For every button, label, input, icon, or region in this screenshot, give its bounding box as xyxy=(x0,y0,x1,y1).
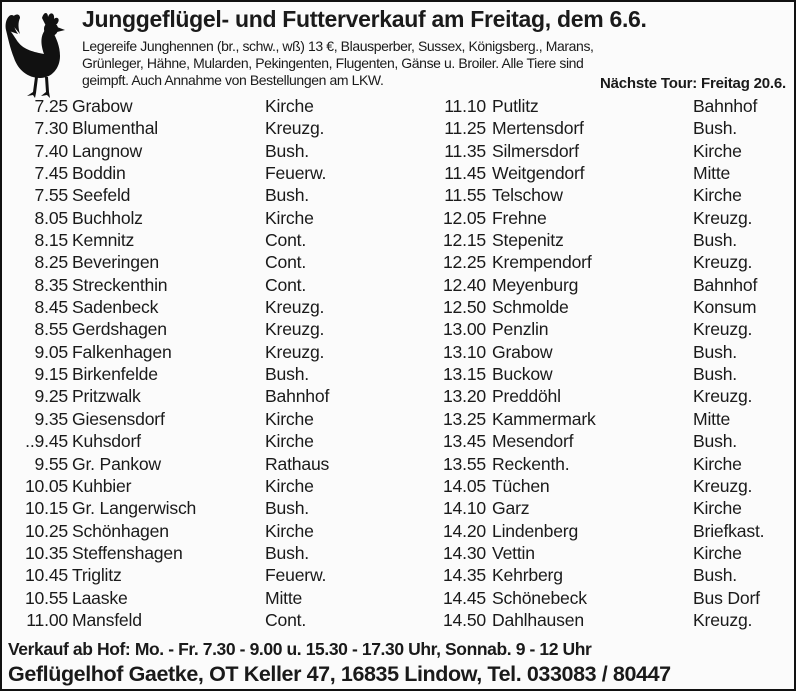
stop-time: 8.25 xyxy=(34,252,68,273)
stop-location: Bush. xyxy=(693,341,737,362)
stop-location: Mitte xyxy=(693,163,731,184)
stop-time: 9.15 xyxy=(34,364,68,385)
stop-location: Cont. xyxy=(265,609,307,630)
stop-location: Kreuzg. xyxy=(693,207,753,228)
stop-time: 12.25 xyxy=(442,252,486,273)
schedule-row xyxy=(426,409,796,431)
schedule-row xyxy=(8,230,348,252)
schedule-row xyxy=(8,431,348,453)
stop-place: Buckow xyxy=(492,364,553,385)
stop-time: 9.05 xyxy=(34,341,68,362)
stop-location: Bush. xyxy=(693,431,737,452)
schedule-row xyxy=(426,208,796,230)
stop-place: Kammermark xyxy=(492,408,596,429)
stop-time: 14.20 xyxy=(442,520,486,541)
stop-time: 11.35 xyxy=(444,140,486,161)
stop-location: Kreuzg. xyxy=(693,319,753,340)
schedule-row xyxy=(426,297,796,319)
schedule-row xyxy=(8,543,348,565)
stop-place: Vettin xyxy=(492,542,535,563)
stop-place: Boddin xyxy=(72,163,126,184)
stop-time: 14.45 xyxy=(442,587,486,608)
stop-time: 10.05 xyxy=(24,475,68,496)
stop-time: 8.15 xyxy=(34,230,68,251)
schedule-row xyxy=(8,185,348,207)
stop-location: Bahnhof xyxy=(693,96,758,116)
stop-place: Falkenhagen xyxy=(72,341,172,362)
stop-place: Preddöhl xyxy=(492,386,561,407)
stop-location: Cont. xyxy=(265,252,307,273)
stop-time: 8.45 xyxy=(34,297,68,318)
stop-location: Kreuzg. xyxy=(265,297,325,318)
schedule-row xyxy=(8,208,348,230)
stop-place: Laaske xyxy=(72,587,128,608)
stop-location: Bush. xyxy=(265,364,309,385)
intro-line: geimpft. Auch Annahme von Bestellungen am LKW. xyxy=(82,72,384,88)
stop-place: Kemnitz xyxy=(72,230,135,251)
stop-location: Feuerw. xyxy=(265,565,327,586)
schedule-row xyxy=(426,610,796,632)
schedule-row xyxy=(426,185,796,207)
schedule-row xyxy=(426,141,796,163)
schedule-row xyxy=(8,454,348,476)
stop-location: Bush. xyxy=(265,185,309,206)
stop-place: Seefeld xyxy=(72,185,131,206)
schedule-row xyxy=(426,252,796,274)
stop-place: Garz xyxy=(492,498,530,519)
stop-location: Bush. xyxy=(693,118,737,139)
stop-location: Kirche xyxy=(265,475,314,496)
stop-place: Frehne xyxy=(492,207,547,228)
schedule-row xyxy=(8,118,348,140)
schedule-row xyxy=(8,163,348,185)
schedule-row xyxy=(426,476,796,498)
stop-time: 13.10 xyxy=(442,341,486,362)
stop-time: 13.20 xyxy=(442,386,486,407)
stop-place: Buchholz xyxy=(72,207,143,228)
schedule-row xyxy=(8,565,348,587)
stop-place: Triglitz xyxy=(72,565,122,586)
stop-place: Stepenitz xyxy=(492,230,564,251)
stop-location: Kirche xyxy=(265,96,314,116)
stop-location: Bush. xyxy=(693,230,737,251)
schedule-row xyxy=(8,521,348,543)
stop-place: Schönebeck xyxy=(492,587,587,608)
stop-location: Kreuzg. xyxy=(265,319,325,340)
stop-time: 10.45 xyxy=(24,565,68,586)
stop-time: 12.40 xyxy=(442,274,486,295)
stop-place: Lindenberg xyxy=(492,520,579,541)
stop-time: 10.25 xyxy=(24,520,68,541)
schedule-row xyxy=(426,498,796,520)
stop-place: Sadenbeck xyxy=(72,297,159,318)
schedule-row xyxy=(8,409,348,431)
schedule-row xyxy=(8,297,348,319)
stop-location: Kirche xyxy=(265,431,314,452)
schedule-row xyxy=(426,454,796,476)
schedule-row xyxy=(426,588,796,610)
stop-place: Pritzwalk xyxy=(72,386,141,407)
intro-line: Legereife Junghennen (br., schw., wß) 13 €, Blausperber, Sussex, Königsberg., Marans, xyxy=(82,38,594,54)
stop-place: Langnow xyxy=(72,140,143,161)
schedule-row xyxy=(8,610,348,632)
stop-location: Konsum xyxy=(693,297,757,318)
stop-place: Silmersdorf xyxy=(492,140,579,161)
stop-time: 11.00 xyxy=(26,609,68,630)
stop-time: 8.35 xyxy=(34,274,68,295)
schedule-row xyxy=(8,476,348,498)
stop-time: 12.05 xyxy=(442,207,486,228)
stop-location: Kreuzg. xyxy=(693,252,753,273)
stop-location: Rathaus xyxy=(265,453,330,474)
stop-time: 12.50 xyxy=(442,297,486,318)
schedule-row xyxy=(426,565,796,587)
stop-place: Schmolde xyxy=(492,297,569,318)
stop-place: Mesendorf xyxy=(492,431,574,452)
stop-place: Krempendorf xyxy=(492,252,592,273)
schedule-row xyxy=(426,163,796,185)
stop-time: 13.15 xyxy=(442,364,486,385)
stop-place: Tüchen xyxy=(492,475,550,496)
stop-location: Cont. xyxy=(265,230,307,251)
stop-time: 9.25 xyxy=(34,386,68,407)
contact-line: Geflügelhof Gaetke, OT Keller 47, 16835 Lindow, Tel. 033083 / 80447 xyxy=(8,662,671,686)
farm-sale-hours: Verkauf ab Hof: Mo. - Fr. 7.30 - 9.00 u. 15.30 - 17.30 Uhr, Sonnab. 9 - 12 Uhr xyxy=(8,639,592,659)
stop-place: Mertensdorf xyxy=(492,118,584,139)
stop-place: Steffenshagen xyxy=(72,542,183,563)
stop-time: 13.45 xyxy=(442,431,486,452)
stop-place: Mansfeld xyxy=(72,609,142,630)
stop-location: Kirche xyxy=(265,408,314,429)
stop-time: 13.55 xyxy=(442,453,486,474)
stop-location: Mitte xyxy=(693,408,731,429)
stop-location: Bus Dorf xyxy=(693,587,760,608)
stop-location: Feuerw. xyxy=(265,163,327,184)
stop-location: Kreuzg. xyxy=(693,609,753,630)
schedule-row xyxy=(426,431,796,453)
schedule-row xyxy=(8,386,348,408)
schedule-row xyxy=(426,364,796,386)
schedule-row xyxy=(426,342,796,364)
stop-place: Blumenthal xyxy=(72,118,159,139)
stop-location: Bush. xyxy=(693,565,737,586)
stop-location: Kreuzg. xyxy=(693,475,753,496)
rooster-icon xyxy=(4,8,74,98)
schedule-row xyxy=(8,498,348,520)
stop-time: 11.25 xyxy=(444,118,486,139)
stop-place: Beveringen xyxy=(72,252,160,273)
stop-time: 9.35 xyxy=(34,408,68,429)
next-tour: Nächste Tour: Freitag 20.6. xyxy=(599,75,786,92)
stop-place: Kuhbier xyxy=(72,475,132,496)
schedule-row xyxy=(426,96,796,118)
intro-line: Grünleger, Hähne, Mularden, Pekingenten, Flugenten, Gänse u. Broiler. Alle Tiere sind xyxy=(82,55,584,71)
schedule-row xyxy=(8,319,348,341)
stop-time: 7.45 xyxy=(34,163,68,184)
stop-location: Cont. xyxy=(265,274,307,295)
stop-time: 14.50 xyxy=(442,609,486,630)
stop-time: 14.30 xyxy=(442,542,486,563)
stop-place: Gr. Pankow xyxy=(72,453,161,474)
stop-location: Kirche xyxy=(265,207,314,228)
stop-location: Kirche xyxy=(693,498,742,519)
schedule-row xyxy=(426,275,796,297)
schedule-row xyxy=(426,118,796,140)
stop-time: 13.00 xyxy=(442,319,486,340)
schedule-row xyxy=(426,521,796,543)
schedule-right-column xyxy=(426,96,796,632)
stop-time: 7.40 xyxy=(34,140,68,161)
schedule-row xyxy=(426,386,796,408)
stop-location: Kirche xyxy=(693,185,742,206)
schedule-row xyxy=(8,275,348,297)
stop-location: Kirche xyxy=(693,542,742,563)
stop-place: Meyenburg xyxy=(492,274,579,295)
schedule-row xyxy=(8,141,348,163)
stop-location: Bahnhof xyxy=(265,386,330,407)
stop-location: Bush. xyxy=(265,498,309,519)
ad-title: Junggeflügel- und Futterverkauf am Freitag, dem 6.6. xyxy=(82,6,647,32)
stop-place: Kuhsdorf xyxy=(72,431,141,452)
stop-place: Gr. Langerwisch xyxy=(72,498,197,519)
stop-location: Bush. xyxy=(265,140,309,161)
schedule-row xyxy=(8,96,348,118)
stop-time: 9.55 xyxy=(34,453,68,474)
stop-place: Telschow xyxy=(492,185,563,206)
schedule-row xyxy=(426,543,796,565)
stop-place: Putlitz xyxy=(492,96,539,116)
stop-place: Birkenfelde xyxy=(72,364,158,385)
stop-location: Kirche xyxy=(693,453,742,474)
stop-time: 11.45 xyxy=(444,163,486,184)
stop-place: Grabow xyxy=(72,96,133,116)
schedule-left-column xyxy=(8,96,348,632)
schedule-row xyxy=(426,319,796,341)
schedule-row xyxy=(8,252,348,274)
stop-place: Reckenth. xyxy=(492,453,570,474)
stop-place: Gerdshagen xyxy=(72,319,167,340)
schedule-row xyxy=(8,342,348,364)
stop-location: Kirche xyxy=(693,140,742,161)
stop-place: Weitgendorf xyxy=(492,163,585,184)
stop-location: Briefkast. xyxy=(693,520,765,541)
stop-time: 8.55 xyxy=(34,319,68,340)
stop-location: Bush. xyxy=(265,542,309,563)
stop-place: Penzlin xyxy=(492,319,549,340)
stop-location: Mitte xyxy=(265,587,303,608)
stop-time: 14.05 xyxy=(442,475,486,496)
schedule-row xyxy=(8,588,348,610)
stop-place: Dahlhausen xyxy=(492,609,584,630)
stop-time: 10.35 xyxy=(24,542,68,563)
stop-location: Kreuzg. xyxy=(265,341,325,362)
stop-place: Kehrberg xyxy=(492,565,563,586)
stop-time: 14.35 xyxy=(442,565,486,586)
stop-time: 7.30 xyxy=(34,118,68,139)
stop-time: 10.15 xyxy=(24,498,68,519)
schedule-row xyxy=(8,364,348,386)
stop-place: Schönhagen xyxy=(72,520,169,541)
stop-place: Streckenthin xyxy=(72,274,168,295)
stop-location: Kirche xyxy=(265,520,314,541)
stop-time: 14.10 xyxy=(442,498,486,519)
stop-place: Giesensdorf xyxy=(72,408,165,429)
stop-time: 8.05 xyxy=(34,207,68,228)
stop-location: Bush. xyxy=(693,364,737,385)
stop-time: 12.15 xyxy=(442,230,486,251)
stop-time: 11.55 xyxy=(444,185,486,206)
stop-time: 7.25 xyxy=(34,96,68,116)
schedule-row xyxy=(426,230,796,252)
stop-time: 11.10 xyxy=(444,96,486,116)
stop-time: 10.55 xyxy=(24,587,68,608)
stop-location: Kreuzg. xyxy=(693,386,753,407)
stop-location: Bahnhof xyxy=(693,274,758,295)
stop-time: 13.25 xyxy=(442,408,486,429)
stop-time: 7.55 xyxy=(34,185,68,206)
stop-place: Grabow xyxy=(492,341,553,362)
stop-time: ..9.45 xyxy=(25,431,68,452)
stop-location: Kreuzg. xyxy=(265,118,325,139)
